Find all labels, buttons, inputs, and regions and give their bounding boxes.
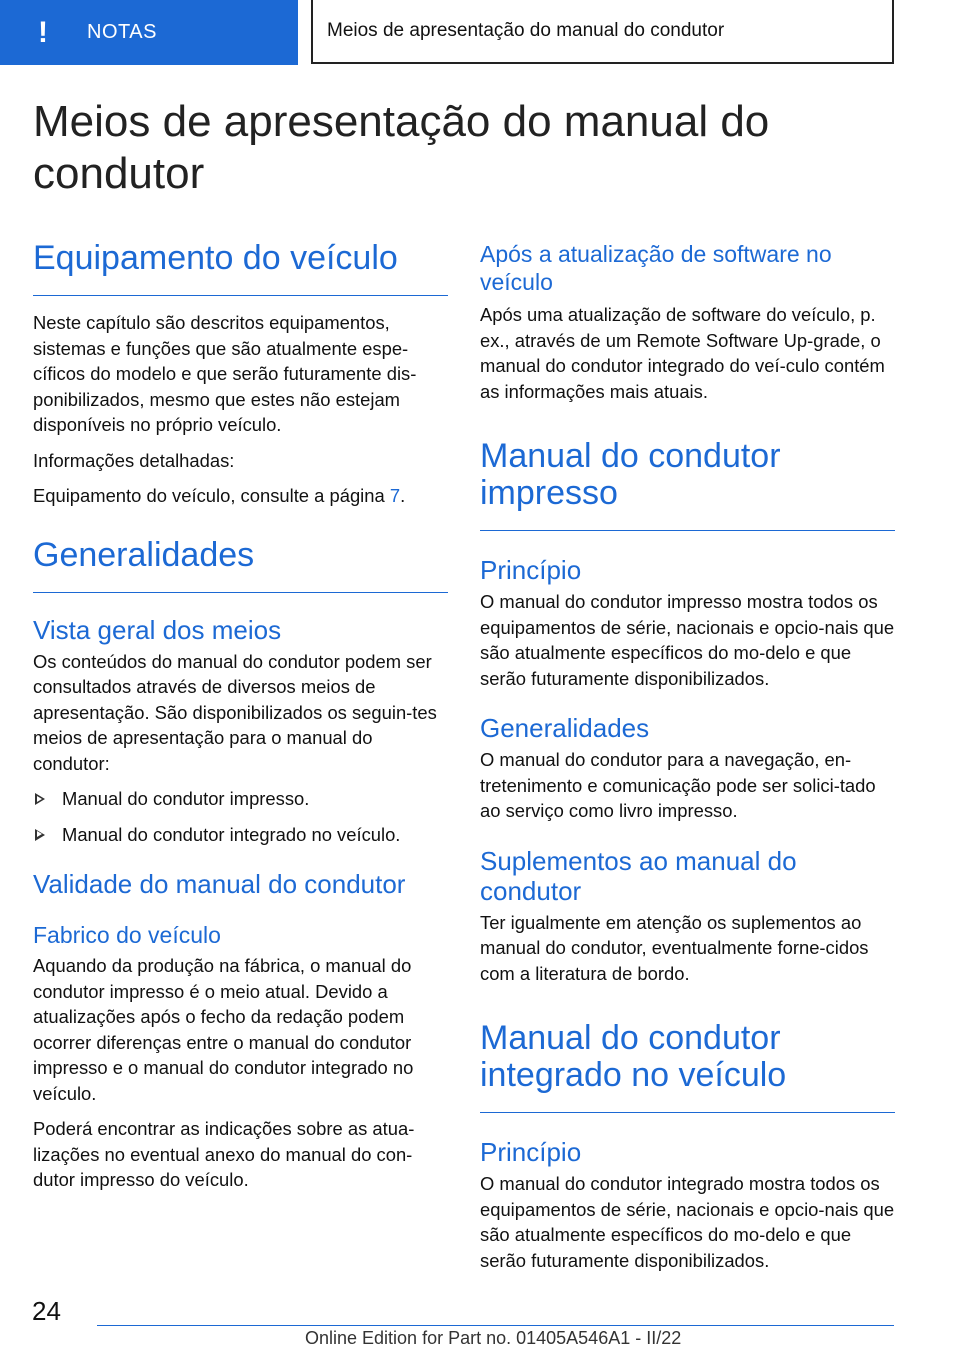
page-title: Meios de apresentação do manual do condutor bbox=[33, 97, 770, 198]
heading-vehicle-equipment: Equipamento do veículo bbox=[33, 240, 448, 296]
heading-media-overview: Vista geral dos meios bbox=[33, 614, 282, 645]
list-item bbox=[33, 822, 448, 848]
left-column bbox=[33, 240, 448, 1203]
manufacture-paragraph: Aquando da produção na fábrica, o manual do condutor impresso é o meio atual. Devido a atualizações após o fecho da redação podem ocorrer diferenças entre o manual do condutor impresso e o manual do condutor integrado no veículo. bbox=[33, 955, 414, 1104]
list-item-text: Manual do condutor integrado no veículo. bbox=[62, 823, 401, 845]
section-after-software-update bbox=[480, 240, 895, 404]
equipment-reference bbox=[33, 483, 448, 509]
reference-end: . bbox=[400, 485, 406, 506]
heading-integrated-manual: Manual do condutor integrado no veículo bbox=[480, 1020, 895, 1113]
section-integrated-manual bbox=[480, 1020, 895, 1273]
media-overview-paragraph: Os conteúdos do manual do condutor podem ser consultados através de diversos meios de apresentação. São disponibilizados os seguin-tes meios de apresentação para o manual do condutor: bbox=[33, 650, 437, 774]
heading-printed-principle: Princípio bbox=[480, 555, 582, 585]
header-section-tab bbox=[0, 0, 298, 65]
footer-divider bbox=[97, 1325, 894, 1326]
equipment-paragraph: Neste capítulo são descritos equipamentos, sistemas e funções que são atualmente espe-cíficos do modelo e que serão futuramente dis-ponibilizados, mesmo que estes não estejam disponíveis no próprio veículo. bbox=[33, 312, 417, 435]
triangle-bullet-icon bbox=[35, 793, 45, 805]
section-generalities bbox=[33, 537, 448, 1193]
supplements-paragraph: Ter igualmente em atenção os suplementos ao manual do condutor, eventualmente forne-cidos com a literatura de bordo. bbox=[480, 911, 869, 984]
section-tab-label: NOTAS bbox=[87, 21, 157, 43]
detailed-info-label: Informações detalhadas: bbox=[33, 449, 235, 471]
notes-alert-icon: ! bbox=[38, 15, 48, 49]
list-item bbox=[33, 786, 448, 812]
heading-supplements: Suplementos ao manual do condutor bbox=[480, 845, 797, 906]
heading-vehicle-manufacture: Fabrico do veículo bbox=[33, 922, 221, 948]
footer-edition-text: Online Edition for Part no. 01405A546A1 - II/22 bbox=[305, 1328, 682, 1348]
page-link[interactable]: 7 bbox=[389, 485, 401, 506]
page-number: 24 bbox=[32, 1296, 61, 1326]
right-column bbox=[480, 240, 895, 1283]
heading-integrated-principle: Princípio bbox=[480, 1137, 582, 1167]
running-header-title: Meios de apresentação do manual do condutor bbox=[311, 0, 894, 64]
heading-after-software-update: Após a atualização de software no veículo bbox=[480, 241, 832, 295]
section-printed-manual bbox=[480, 438, 895, 986]
section-vehicle-equipment bbox=[33, 240, 448, 509]
heading-printed-generalities: Generalidades bbox=[480, 713, 650, 743]
triangle-bullet-icon bbox=[35, 829, 45, 841]
updates-paragraph: Poderá encontrar as indicações sobre as atua-lizações no eventual anexo do manual do con-dutor impresso do veículo. bbox=[33, 1118, 415, 1190]
heading-generalities: Generalidades bbox=[33, 537, 448, 593]
heading-printed-manual: Manual do condutor impresso bbox=[480, 438, 895, 531]
media-list bbox=[33, 786, 448, 847]
reference-text: Equipamento do veículo, consulte a página bbox=[33, 485, 390, 506]
heading-validity: Validade do manual do condutor bbox=[33, 869, 406, 899]
list-item-text: Manual do condutor impresso. bbox=[62, 788, 310, 809]
software-update-paragraph: Após uma atualização de software do veículo, p. ex., através de um Remote Software Up-grade, o manual do condutor integrado do veí-culo contém as informações mais atuais. bbox=[480, 304, 885, 402]
printed-principle-paragraph: O manual do condutor impresso mostra todos os equipamentos de série, nacionais e opcio-nais que são atualmente específicos do mo-delo e que serão futuramente disponibilizados. bbox=[480, 591, 895, 689]
printed-generalities-paragraph: O manual do condutor para a navegação, en-tretenimento e comunicação pode ser solici-tado ao serviço como livro impresso. bbox=[480, 749, 876, 821]
integrated-principle-paragraph: O manual do condutor integrado mostra todos os equipamentos de série, nacionais e opcio-nais que são atualmente específicos do mo-delo e que serão futuramente disponibilizados. bbox=[480, 1173, 895, 1271]
